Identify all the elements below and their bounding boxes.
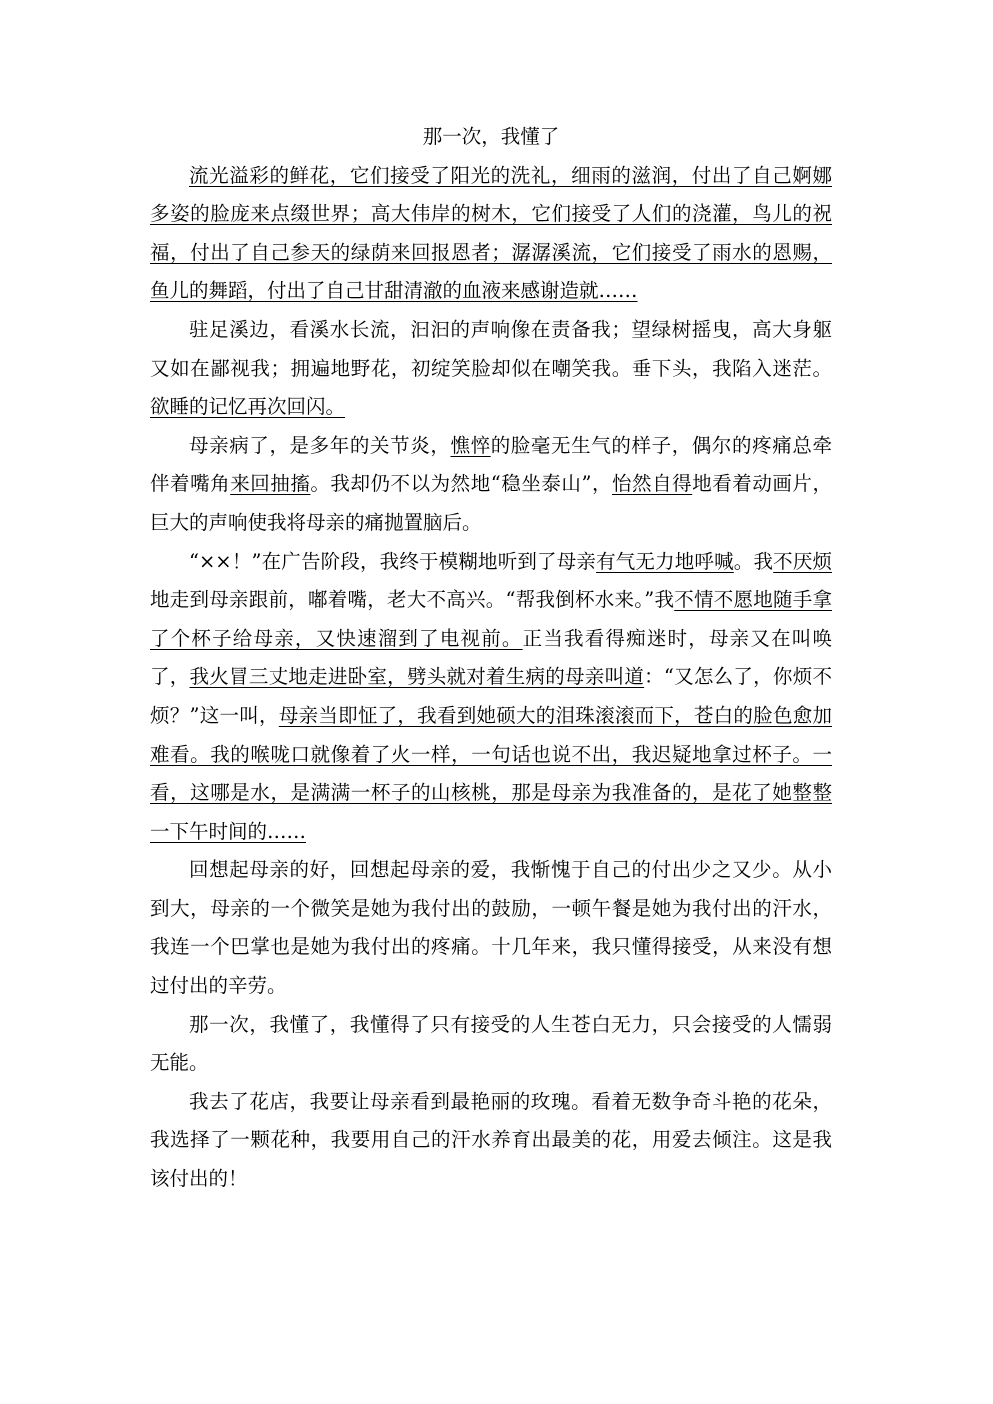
text-segment: 地走到母亲跟前，嘟着嘴，老大不高兴。“帮我倒杯水来。”我 bbox=[150, 588, 675, 612]
underlined-text: 憔悴 bbox=[450, 433, 491, 457]
underlined-text: 不厌烦 bbox=[773, 549, 832, 573]
text-segment: 驻足溪边，看溪水长流，汩汩的声响像在责备我；望绿树摇曳，高大身躯又如在鄙视我；拥遍地野花，初绽笑脸却似在嘲笑我。垂下头，我陷入迷茫。 bbox=[150, 317, 832, 380]
text-segment: 的脸毫无生气的样子，偶尔的疼痛总牵伴着嘴角 bbox=[150, 433, 832, 496]
paragraph-1 bbox=[150, 157, 832, 311]
text-segment: “××！”在广告阶段，我终于模糊地听到了母亲 bbox=[189, 549, 597, 573]
underlined-text: 不情不愿地随手拿了个杯子给母亲，又快速溜到了电视前。 bbox=[150, 588, 832, 650]
document-page bbox=[150, 118, 832, 1199]
paragraph-6 bbox=[150, 1006, 832, 1083]
text-segment: 。我 bbox=[733, 549, 774, 573]
text-segment: 。我却仍不以为然地“稳坐泰山”， bbox=[310, 472, 613, 496]
underlined-text: 欲睡的记忆再次回闪。 bbox=[150, 395, 346, 419]
underlined-text: 来回抽搐 bbox=[230, 472, 311, 496]
text-segment: 那一次，我懂了，我懂得了只有接受的人生苍白无力，只会接受的人懦弱无能。 bbox=[150, 1012, 832, 1075]
underlined-text: 流光溢彩的鲜花，它们接受了阳光的洗礼，细雨的滋润，付出了自己婀娜多姿的脸庞来点缀世界；高大伟岸的树木，它们接受了人们的浇灌，鸟儿的祝福，付出了自己参天的绿荫来回报恩者；潺潺溪流，它们接受了雨水的恩赐，鱼儿的舞蹈，付出了自己甘甜清澈的血液来感谢造就…… bbox=[150, 163, 832, 303]
paragraph-5 bbox=[150, 851, 832, 1005]
text-segment: 我去了花店，我要让母亲看到最艳丽的玫瑰。看着无数争奇斗艳的花朵，我选择了一颗花种，我要用自己的汗水养育出最美的花，用爱去倾注。这是我该付出的！ bbox=[150, 1089, 832, 1191]
text-segment: 正当我看得痴迷时，母亲又在叫唤了， bbox=[150, 626, 832, 689]
underlined-text: 怡然自得 bbox=[612, 472, 693, 496]
paragraph-4 bbox=[150, 543, 832, 852]
underlined-text: 母亲当即怔了，我看到她硕大的泪珠滚滚而下，苍白的脸色愈加难看。我的喉咙口就像着了火一样，一句话也说不出，我迟疑地拿过杯子。一看，这哪是水，是满满一杯子的山核桃，那是母亲为我准备的，是花了她整整一下午时间的…… bbox=[150, 703, 832, 843]
text-segment: 回想起母亲的好，回想起母亲的爱，我惭愧于自己的付出少之又少。从小到大，母亲的一个微笑是她为我付出的鼓励，一顿午餐是她为我付出的汗水，我连一个巴掌也是她为我付出的疼痛。十几年来，我只懂得接受，从来没有想过付出的辛劳。 bbox=[150, 858, 832, 998]
text-segment: ：“又怎么了，你烦不烦？”这一叫， bbox=[150, 665, 832, 727]
paragraph-3 bbox=[150, 427, 832, 543]
text-segment: 地看着动画片，巨大的声响使我将母亲的痛抛置脑后。 bbox=[150, 472, 832, 534]
paragraph-7 bbox=[150, 1083, 832, 1199]
paragraph-2 bbox=[150, 311, 832, 427]
essay-title: 那一次，我懂了 bbox=[422, 125, 560, 148]
text-segment: 母亲病了，是多年的关节炎， bbox=[189, 433, 451, 457]
underlined-text: 我火冒三丈地走进卧室，劈头就对着生病的母亲叫道 bbox=[189, 665, 645, 689]
underlined-text: 有气无力地呼喊 bbox=[596, 549, 734, 573]
